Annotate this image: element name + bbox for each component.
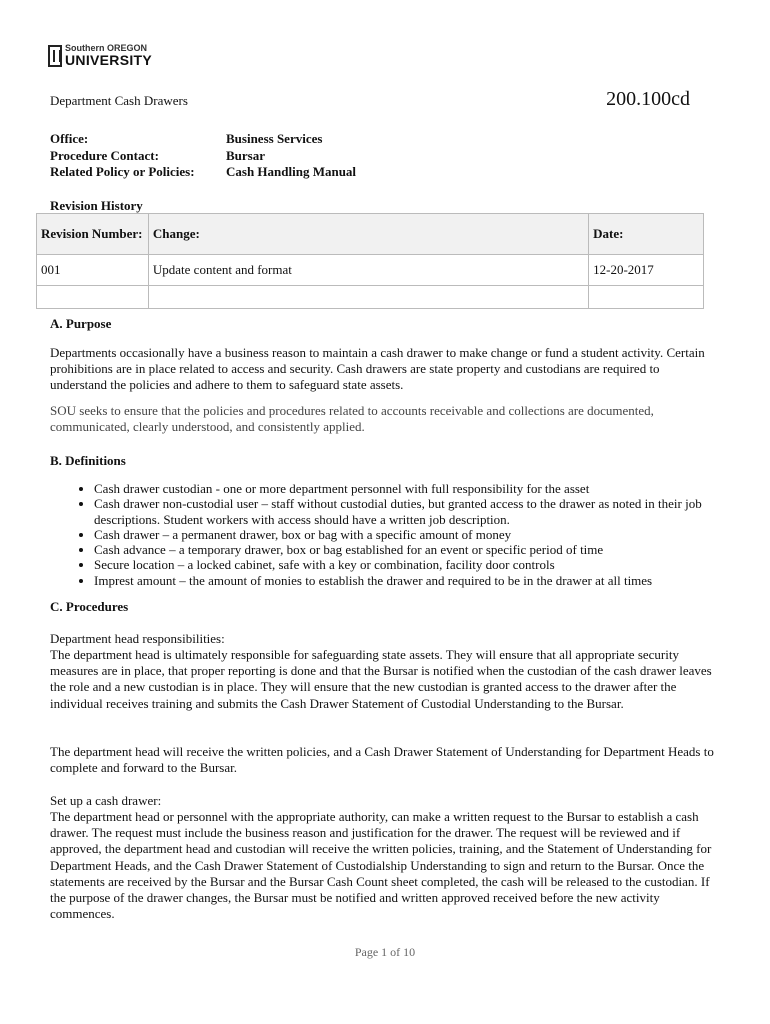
meta-value: Cash Handling Manual (226, 164, 357, 179)
purpose-paragraph: Departments occasionally have a business reason to maintain a cash drawer to make change or fund a student activity. Certain prohibitions are in place related to access and security. Cash drawers are state property and custodians are required to understand the policies and adhere to them to safeguard state assets. (50, 345, 705, 393)
section-heading-procedures: C. Procedures (50, 599, 129, 614)
list-item: • Cash drawer – a permanent drawer, box or bag with a specific amount of money (94, 527, 754, 542)
header-revision-number: Revision Number: (37, 214, 149, 255)
list-item: • Cash drawer custodian - one or more department personnel with full responsibility for the asset (94, 481, 754, 496)
table-header-row (37, 214, 704, 255)
meta-label: Office: (50, 131, 89, 146)
meta-label: Related Policy or Policies: (50, 164, 195, 179)
page-number: Page 1 of 10 (354, 945, 416, 959)
procedures-subheading-setup: Set up a cash drawer: (50, 793, 162, 808)
meta-row-contact (50, 148, 356, 165)
meta-value: Bursar (226, 147, 265, 163)
logo-line-1: Southern OREGON (65, 43, 148, 53)
cell-revision-number (37, 286, 149, 309)
purpose-statement: SOU seeks to ensure that the policies and procedures related to accounts receivable and collections are documented, communicated, clearly understood, and consistently applied. (50, 403, 654, 435)
list-item: • Cash advance – a temporary drawer, box or bag established for an event or specific period of time (94, 542, 754, 557)
list-item: • Secure location – a locked cabinet, safe with a key or combination, facility door controls (94, 557, 754, 572)
procedures-paragraph-department-head: The department head is ultimately responsible for safeguarding state assets. They will ensure that all appropriate security measures are in place, that proper reporting is done and that the Bursar is notified when the custodian of the cash drawer leaves the role and a new custodian is in place. They will ensure that the new custodian is granted access to the drawer after the individual receives training and submits the Cash Drawer Statement of Custodial Understanding to the Bursar. (50, 647, 712, 711)
cell-change (148, 286, 588, 309)
revision-history-table (36, 213, 704, 309)
meta-row-policy (50, 164, 356, 181)
cell-date (589, 286, 704, 309)
procedures-subheading-department-head: Department head responsibilities: (50, 631, 225, 646)
meta-row-office (50, 131, 356, 148)
table-row (37, 255, 704, 286)
logo-mark-icon (48, 45, 62, 67)
header-change: Change: (148, 214, 588, 255)
document-code: 200.100cd (606, 88, 690, 110)
metadata-block (50, 131, 356, 181)
section-heading-definitions: B. Definitions (50, 453, 126, 468)
list-item: • Imprest amount – the amount of monies to establish the drawer and required to be in the drawer at all times (94, 573, 754, 588)
cell-revision-number: 001 (37, 255, 149, 286)
definitions-list (50, 481, 754, 588)
meta-value: Business Services (226, 131, 323, 146)
list-item: • Cash drawer non-custodial user – staff without custodial duties, but granted access to the drawer as noted in their job descriptions. Student workers with access should have a written job description. (94, 496, 754, 527)
document-title: Department Cash Drawers (50, 93, 188, 108)
procedures-paragraph-setup: The department head or personnel with the appropriate authority, can make a written request to the Bursar to establish a cash drawer. The request must include the business reason and justification for the drawer. The request will be reviewed and if approved, the department head and custodian will receive the written policies, training, and the Statement of Understanding for Department Heads, and the Cash Drawer Statement of Custodialship Understanding to sign and return to the Bursar. Once the statements are received by the Bursar and the Bursar Cash Count sheet completed, the cash will be released to the custodian. If the purpose of the drawer changes, the Bursar must be notified and written approved received before the new activity commences. (50, 809, 712, 922)
revision-history-title: Revision History (50, 198, 143, 213)
table-row (37, 286, 704, 309)
procedures-paragraph-statement: The department head will receive the written policies, and a Cash Drawer Statement of Understanding for Department Heads to complete and forward to the Bursar. (50, 744, 714, 776)
university-logo (48, 44, 152, 67)
cell-date: 12-20-2017 (589, 255, 704, 286)
cell-change: Update content and format (148, 255, 588, 286)
header-date: Date: (589, 214, 704, 255)
logo-line-2: UNIVERSITY (65, 52, 153, 68)
section-heading-purpose: A. Purpose (50, 316, 112, 331)
meta-label: Procedure Contact: (50, 147, 159, 163)
